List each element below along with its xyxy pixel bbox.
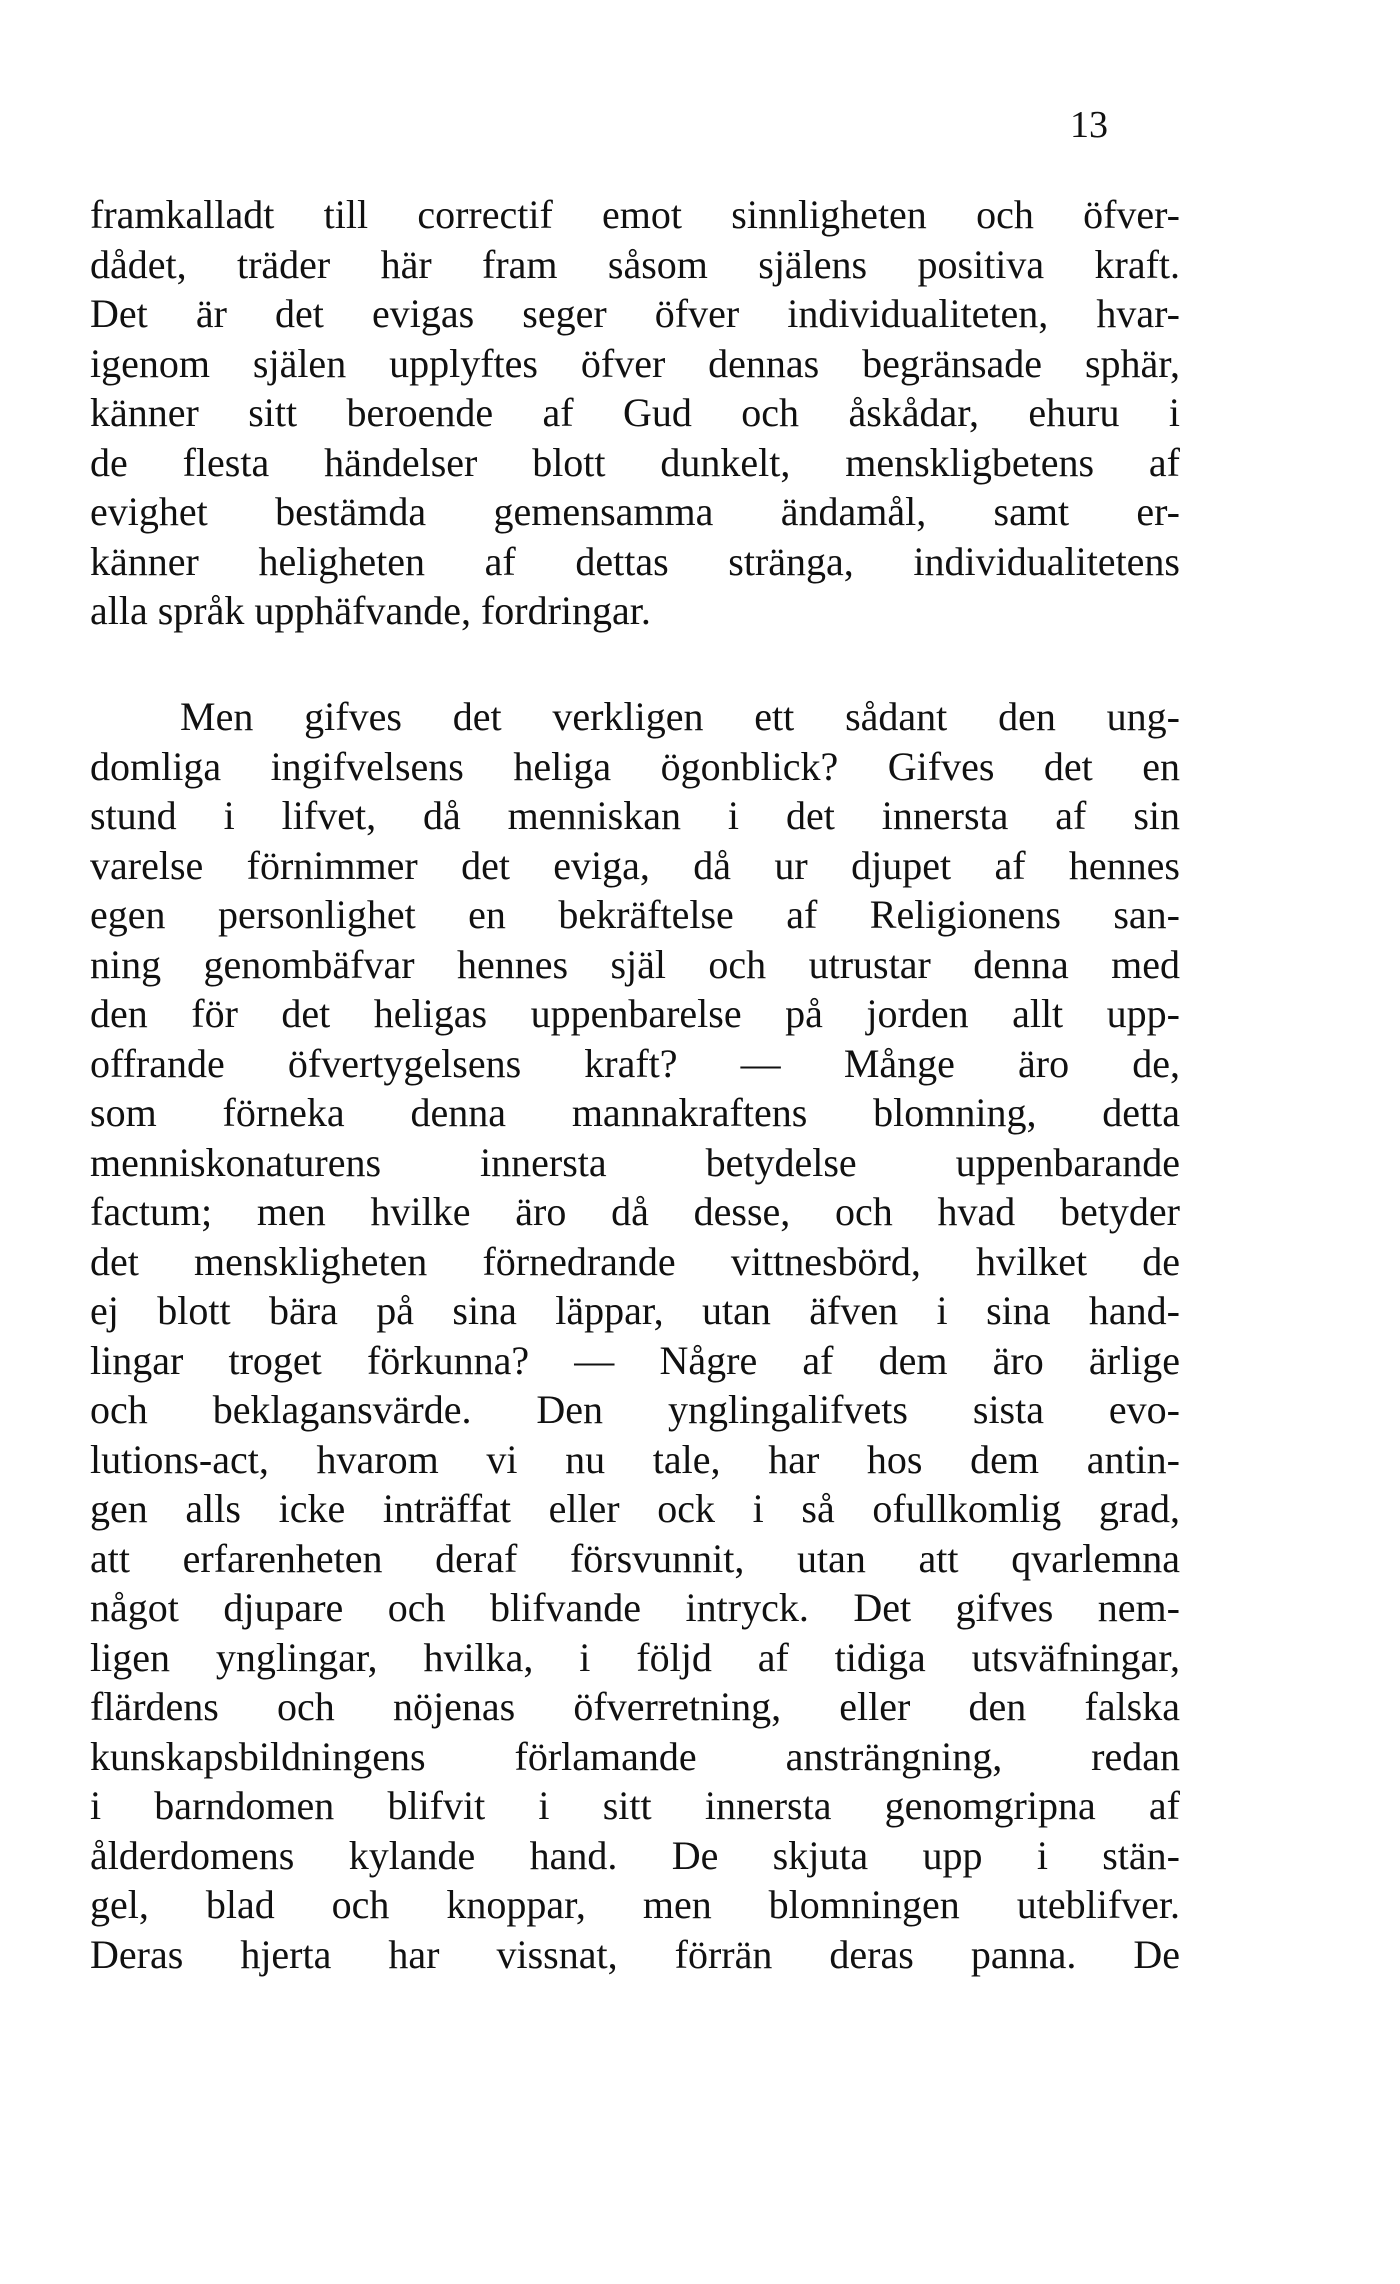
- text-line: känner sitt beroende af Gud och åskådar, ehuru i: [90, 390, 1180, 435]
- text-line: och beklagansvärde. Den ynglingalifvets sista evo-: [90, 1387, 1180, 1432]
- text-line: kunskapsbildningens förlamande ansträngning, redan: [90, 1733, 1180, 1779]
- page-number: 13: [1070, 104, 1108, 146]
- text-line: det menskligheten förnedrande vittnesbörd, hvilket de: [90, 1238, 1180, 1284]
- text-line: den för det heligas uppenbarelse på jorden allt upp-: [90, 991, 1180, 1036]
- text-line: factum; men hvilke äro då desse, och hvad betyder: [90, 1189, 1180, 1234]
- text-line: flärdens och nöjenas öfverretning, eller den falska: [90, 1684, 1180, 1729]
- text-line: känner heligheten af dettas stränga, individualitetens: [90, 538, 1180, 584]
- text-line: Men gifves det verkligen ett sådant den ung-: [180, 694, 1180, 739]
- text-line: ning genombäfvar hennes själ och utrustar denna med: [90, 941, 1180, 987]
- text-line: de flesta händelser blott dunkelt, menskligbetens af: [90, 439, 1180, 485]
- text-line: något djupare och blifvande intryck. Det gifves nem-: [90, 1585, 1180, 1630]
- text-line: ålderdomens kylande hand. De skjuta upp i stän-: [90, 1832, 1180, 1878]
- text-line: gel, blad och knoppar, men blomningen uteblifver.: [90, 1882, 1180, 1927]
- text-line: stund i lifvet, då menniskan i det innersta af sin: [90, 793, 1180, 838]
- text-line: i barndomen blifvit i sitt innersta genomgripna af: [90, 1783, 1180, 1828]
- paragraph-1: [90, 190, 1180, 636]
- text-line: alla språk upphäfvande, fordringar.: [90, 588, 651, 633]
- text-line: lutions-act, hvarom vi nu tale, har hos dem antin-: [90, 1436, 1180, 1482]
- text-line: dådet, träder här fram såsom själens positiva kraft.: [90, 241, 1180, 287]
- text-line: ligen ynglingar, hvilka, i följd af tidiga utsväfningar,: [90, 1634, 1180, 1680]
- text-line: gen alls icke inträffat eller ock i så ofullkomlig grad,: [90, 1486, 1180, 1531]
- text-line: offrande öfvertygelsens kraft? — Månge äro de,: [90, 1040, 1180, 1086]
- text-line: egen personlighet en bekräftelse af Religionens san-: [90, 892, 1180, 937]
- text-line: menniskonaturens innersta betydelse uppenbarande: [90, 1139, 1180, 1185]
- text-line: varelse förnimmer det eviga, då ur djupet af hennes: [90, 842, 1180, 888]
- text-line: Det är det evigas seger öfver individualiteten, hvar-: [90, 291, 1180, 336]
- text-line: evighet bestämda gemensamma ändamål, samt er-: [90, 489, 1180, 534]
- text-line: framkalladt till correctif emot sinnligheten och öfver-: [90, 192, 1180, 237]
- text-line: igenom själen upplyftes öfver dennas begränsade sphär,: [90, 340, 1180, 386]
- text-line: Deras hjerta har vissnat, förrän deras panna. De: [90, 1931, 1180, 1977]
- text-line: som förneka denna mannakraftens blomning, detta: [90, 1090, 1180, 1135]
- text-line: lingar troget förkunna? — Någre af dem äro ärlige: [90, 1337, 1180, 1383]
- text-line: ej blott bära på sina läppar, utan äfven i sina hand-: [90, 1288, 1180, 1333]
- paragraph-2: [90, 692, 1180, 1979]
- text-line: att erfarenheten deraf försvunnit, utan att qvarlemna: [90, 1535, 1180, 1581]
- text-line: domliga ingifvelsens heliga ögonblick? Gifves det en: [90, 743, 1180, 789]
